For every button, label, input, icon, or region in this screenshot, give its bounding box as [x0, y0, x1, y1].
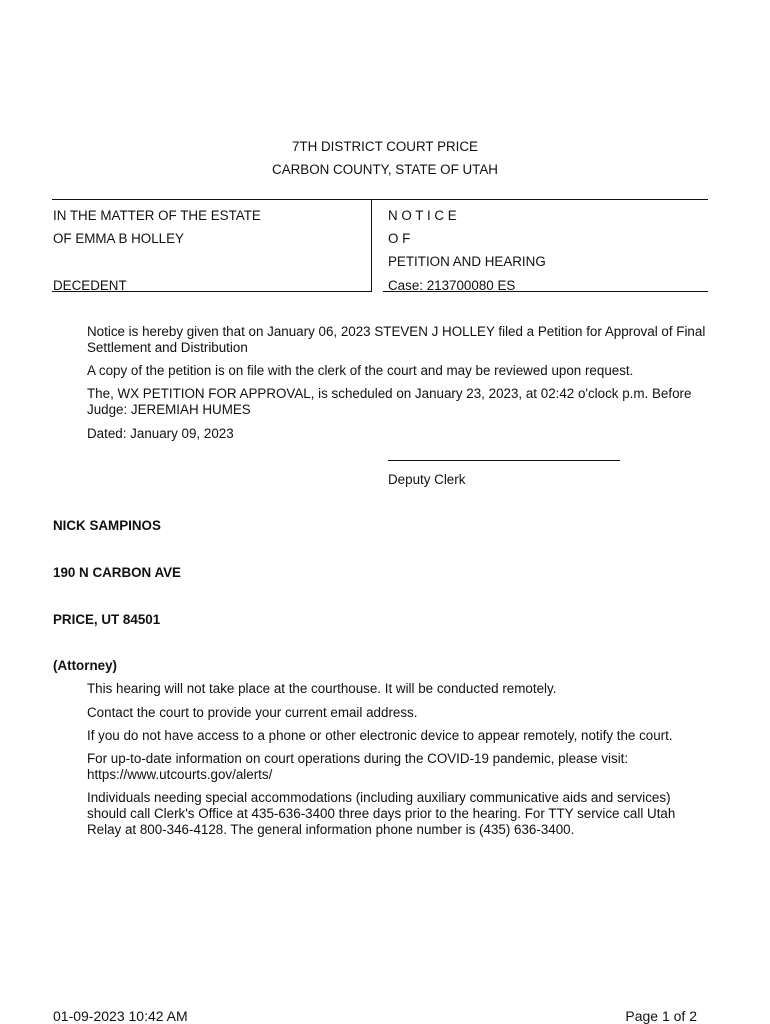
- footer-page-number: Page 1 of 2: [625, 1008, 697, 1024]
- notice-paragraph-schedule: The, WX PETITION FOR APPROVAL, is scheduled on January 23, 2023, at 02:42 o'clock p.m. Before Judge: JEREMIAH HUMES: [87, 386, 692, 417]
- notice-paragraph-filing: Notice is hereby given that on January 06, 2023 STEVEN J HOLLEY filed a Petition for Approval of Final Settlement and Distribution: [87, 324, 706, 355]
- court-name: 7TH DISTRICT COURT PRICE: [291, 139, 478, 154]
- remote-paragraph-accommodations: Individuals needing special accommodations (including auxiliary communicative aids and services) should call Clerk's Office at 435-636-3400 three days prior to the hearing. For TTY service call Utah Relay at 800-346-4128. The general information phone number is (435) 636-3400.: [87, 790, 676, 837]
- attorney-role: (Attorney): [53, 658, 117, 673]
- remote-paragraph-covid: For up-to-date information on court operations during the COVID-19 pandemic, please visit: https://www.utcourts.gov/alerts/: [87, 751, 629, 782]
- signature-title: Deputy Clerk: [388, 472, 466, 487]
- caption-of: O F: [388, 231, 411, 246]
- remote-paragraph-email: Contact the court to provide your current email address.: [87, 705, 418, 720]
- attorney-name: NICK SAMPINOS: [53, 518, 161, 533]
- caption-notice-title: N O T I C E: [388, 208, 457, 223]
- signature-line: [388, 460, 620, 461]
- caption-decedent: DECEDENT: [53, 278, 127, 293]
- attorney-city: PRICE, UT 84501: [53, 612, 161, 627]
- remote-paragraph-device: If you do not have access to a phone or other electronic device to appear remotely, notify the court.: [87, 728, 673, 743]
- caption-divider: [371, 199, 372, 292]
- caption-matter-line2: OF EMMA B HOLLEY: [53, 231, 184, 246]
- notice-dated: Dated: January 09, 2023: [87, 426, 234, 441]
- court-county: CARBON COUNTY, STATE OF UTAH: [272, 162, 498, 177]
- attorney-street: 190 N CARBON AVE: [53, 565, 181, 580]
- notice-paragraph-copy: A copy of the petition is on file with the clerk of the court and may be reviewed upon request.: [87, 363, 634, 378]
- footer-timestamp: 01-09-2023 10:42 AM: [53, 1008, 188, 1024]
- case-number: Case: 213700080 ES: [388, 278, 516, 293]
- caption-petition-hearing: PETITION AND HEARING: [388, 254, 546, 269]
- remote-paragraph-not-at-courthouse: This hearing will not take place at the courthouse. It will be conducted remotely.: [87, 681, 557, 696]
- caption-top-rule: [52, 199, 708, 200]
- caption-matter-line1: IN THE MATTER OF THE ESTATE: [53, 208, 261, 223]
